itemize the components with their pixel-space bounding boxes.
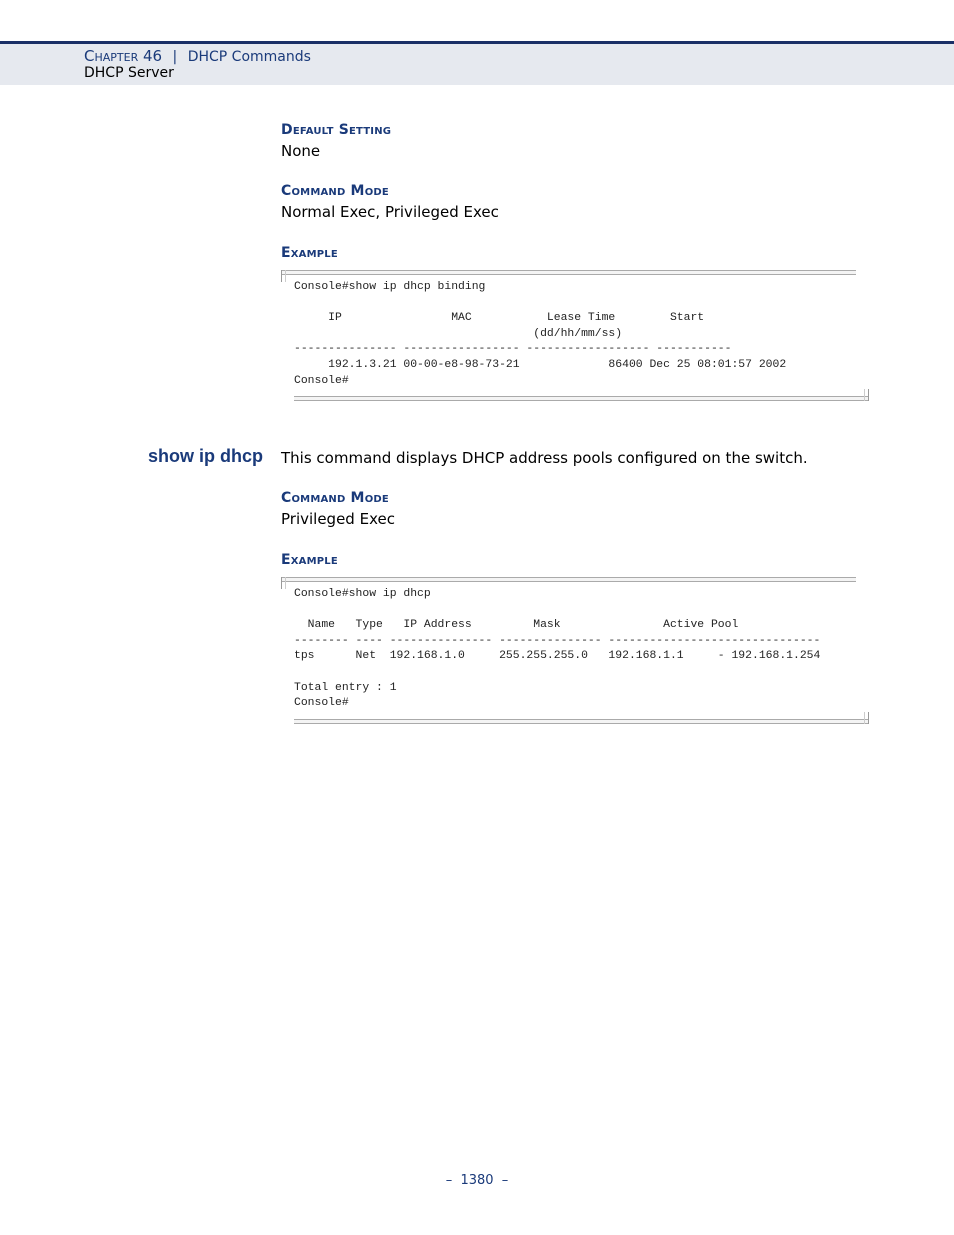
- code-frame-bottom-tab: [864, 712, 869, 724]
- default-setting-heading: Default Setting: [281, 122, 392, 138]
- default-setting-value: None: [281, 142, 321, 160]
- example-heading: Example: [281, 245, 338, 261]
- code-text: Console#show ip dhcp binding IP MAC Lease Time Start (dd/hh/mm/ss) --------------- ----------------- ------------------ ----------- 192.1.3.21 00-00-e8-98-73-21 86400 Dec 25 08:01:57 2002 Console#: [294, 281, 787, 387]
- code-text: Console#show ip dhcp Name Type IP Address Mask Active Pool -------- ---- --------------- --------------- ------------------------------- tps Net 192.168.1.0 255.255.255.0 192.168.1.1 - 192.168.1.254 Total entry : 1 Console#: [294, 588, 821, 710]
- code-frame-top: [281, 577, 856, 582]
- section-title: DHCP Server: [84, 65, 174, 81]
- code-frame-top: [281, 270, 856, 275]
- code-frame-bottom-tab: [864, 389, 869, 401]
- chapter-number: Chapter 46: [84, 47, 163, 65]
- command-mode-value: Privileged Exec: [281, 510, 395, 528]
- command-mode-value: Normal Exec, Privileged Exec: [281, 203, 499, 221]
- code-frame-bottom: [294, 719, 869, 724]
- page-header: [0, 41, 954, 85]
- header-chapter-line: [84, 47, 311, 65]
- command-mode-heading: Command Mode: [281, 183, 389, 199]
- code-frame-tab: [281, 577, 286, 589]
- code-frame-bottom: [294, 396, 869, 401]
- command-title: show ip dhcp: [148, 446, 263, 466]
- code-example-binding: [281, 270, 869, 402]
- header-separator: |: [172, 49, 178, 65]
- page-number: – 1380 –: [445, 1173, 509, 1188]
- command-description: This command displays DHCP address pools configured on the switch.: [281, 449, 808, 467]
- code-frame-tab: [281, 270, 286, 282]
- chapter-title: DHCP Commands: [187, 49, 311, 65]
- example-heading: Example: [281, 552, 338, 568]
- command-mode-heading: Command Mode: [281, 490, 389, 506]
- code-example-dhcp: [281, 577, 869, 725]
